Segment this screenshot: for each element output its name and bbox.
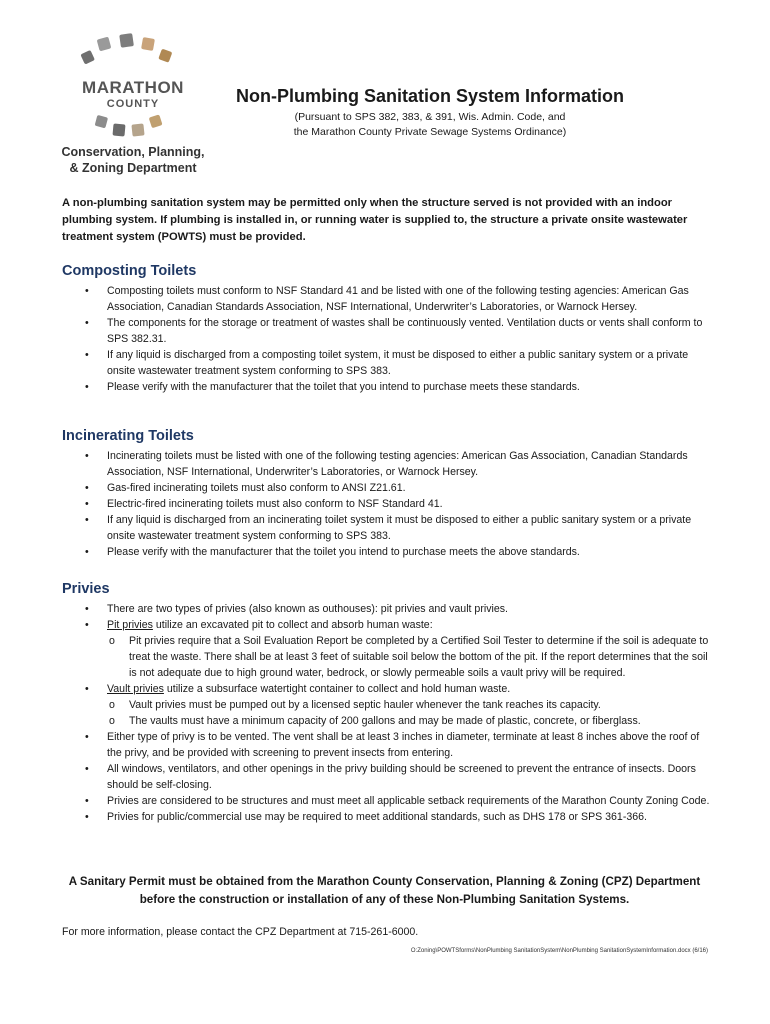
marathon-county-logo — [58, 32, 208, 182]
logo-dept-line1: Conservation, Planning, — [61, 145, 205, 159]
privies-section — [62, 581, 712, 825]
list-item: • If any liquid is discharged from a composting toilet system, it must be disposed to either a public sanitary system or a private onsite wastewater treatment system conforming to SPS 383. — [62, 347, 712, 379]
list-item: • All windows, ventilators, and other openings in the privy building should be screened to prevent the entrance of insects. Doors should be self-closing. — [62, 761, 712, 793]
list-item: • Electric-fired incinerating toilets must also conform to NSF Standard 41. — [62, 496, 712, 512]
logo-dept-line2: & Zoning Department — [69, 161, 197, 175]
vault-privies-text: utilize a subsurface watertight container to collect and hold human waste. — [163, 683, 511, 695]
list-item: • Privies are considered to be structures and must meet all applicable setback requirements of the Marathon County Zoning Code. — [62, 793, 712, 809]
subtitle-line2: the Marathon County Private Sewage Systems Ordinance) — [293, 126, 567, 138]
vault-privies-sublist — [107, 697, 712, 729]
composting-list — [62, 283, 712, 395]
incinerating-list — [62, 448, 712, 560]
list-item: • If any liquid is discharged from an incinerating toilet system it must be disposed to either a public sanitary system or a private onsite wastewater treatment system conforming to SPS 383. — [62, 512, 712, 544]
list-item-pit-privies — [62, 617, 712, 681]
pit-privies-sublist — [107, 633, 712, 681]
contact-info: For more information, please contact the CPZ Department at 715-261-6000. — [62, 926, 419, 938]
list-item-vault-privies — [62, 681, 712, 729]
composting-section — [62, 263, 712, 395]
privies-heading: Privies — [62, 581, 110, 597]
incinerating-section — [62, 428, 712, 560]
sub-list-item: o Vault privies must be pumped out by a licensed septic hauler whenever the tank reaches its capacity. — [107, 697, 712, 713]
list-item: • The components for the storage or treatment of wastes shall be continuously vented. Ventilation ducts or vents shall conform to SPS 382.31. — [62, 315, 712, 347]
list-item: • Please verify with the manufacturer that the toilet you intend to purchase meets the above standards. — [62, 544, 712, 560]
vault-privies-label: Vault privies — [107, 683, 164, 695]
list-item: • Privies for public/commercial use may be required to meet additional standards, such as DHS 178 or SPS 361-366. — [62, 809, 712, 825]
logo-title: MARATHON — [82, 78, 184, 97]
permit-notice: A Sanitary Permit must be obtained from the Marathon County Conservation, Planning & Zoning (CPZ) Department before the construction or installation of any of these Non-Plumbing Sanitation Systems. — [68, 875, 701, 906]
page-title: Non-Plumbing Sanitation System Information — [235, 86, 624, 106]
list-item: • Please verify with the manufacturer that the toilet that you intend to purchase meets these standards. — [62, 379, 712, 395]
logo-department — [58, 144, 208, 176]
composting-heading: Composting Toilets — [62, 263, 197, 279]
list-item: • Incinerating toilets must be listed with one of the following testing agencies: American Gas Association, Canadian Standards Association, NSF International, Underwriter’s Laboratories, or Warnock Hersey. — [62, 448, 712, 480]
page-subtitle — [230, 110, 630, 140]
sub-list-item: o Pit privies require that a Soil Evaluation Report be completed by a Certified Soil Tester to determine if the soil is adequate to treat the waste. There shall be at least 3 feet of suitable soil below the bottom of the pit. If the report determines that the soil is not adequate due to high ground water, bedrock, or slowly permeable soils a vault privy will be required. — [107, 633, 712, 681]
list-item: • Composting toilets must conform to NSF Standard 41 and be listed with one of the following testing agencies: American Gas Association, Canadian Standards Association, NSF International, Underwriter’s Laboratories, or Warnock Hersey. — [62, 283, 712, 315]
sub-list-item: o The vaults must have a minimum capacity of 200 gallons and may be made of plastic, concrete, or fiberglass. — [107, 713, 712, 729]
list-item: • Gas-fired incinerating toilets must also conform to ANSI Z21.61. — [62, 480, 712, 496]
list-item: • There are two types of privies (also known as outhouses): pit privies and vault privies. — [62, 601, 712, 617]
pit-privies-text: utilize an excavated pit to collect and absorb human waste: — [152, 619, 433, 631]
incinerating-heading: Incinerating Toilets — [62, 428, 194, 444]
document-filepath: O:Zoning\POWTSforms\NonPlumbing SanitationSystem\NonPlumbing SanitationSystemInformation.docx (6/16) — [410, 948, 708, 954]
privies-list — [62, 601, 712, 825]
pit-privies-label: Pit privies — [107, 619, 153, 631]
subtitle-line1: (Pursuant to SPS 382, 383, & 391, Wis. Admin. Code, and — [294, 111, 566, 123]
intro-paragraph: A non-plumbing sanitation system may be permitted only when the structure served is not provided with an indoor plumbing system. If plumbing is installed in, or running water is supplied to, the structure a private onsite wastewater treatment system (POWTS) must be provided. — [62, 197, 688, 243]
list-item: • Either type of privy is to be vented. The vent shall be at least 3 inches in diameter, terminate at least 8 inches above the roof of the privy, and be provided with screening to prevent insects from entering. — [62, 729, 712, 761]
logo-subtitle: COUNTY — [106, 98, 160, 110]
